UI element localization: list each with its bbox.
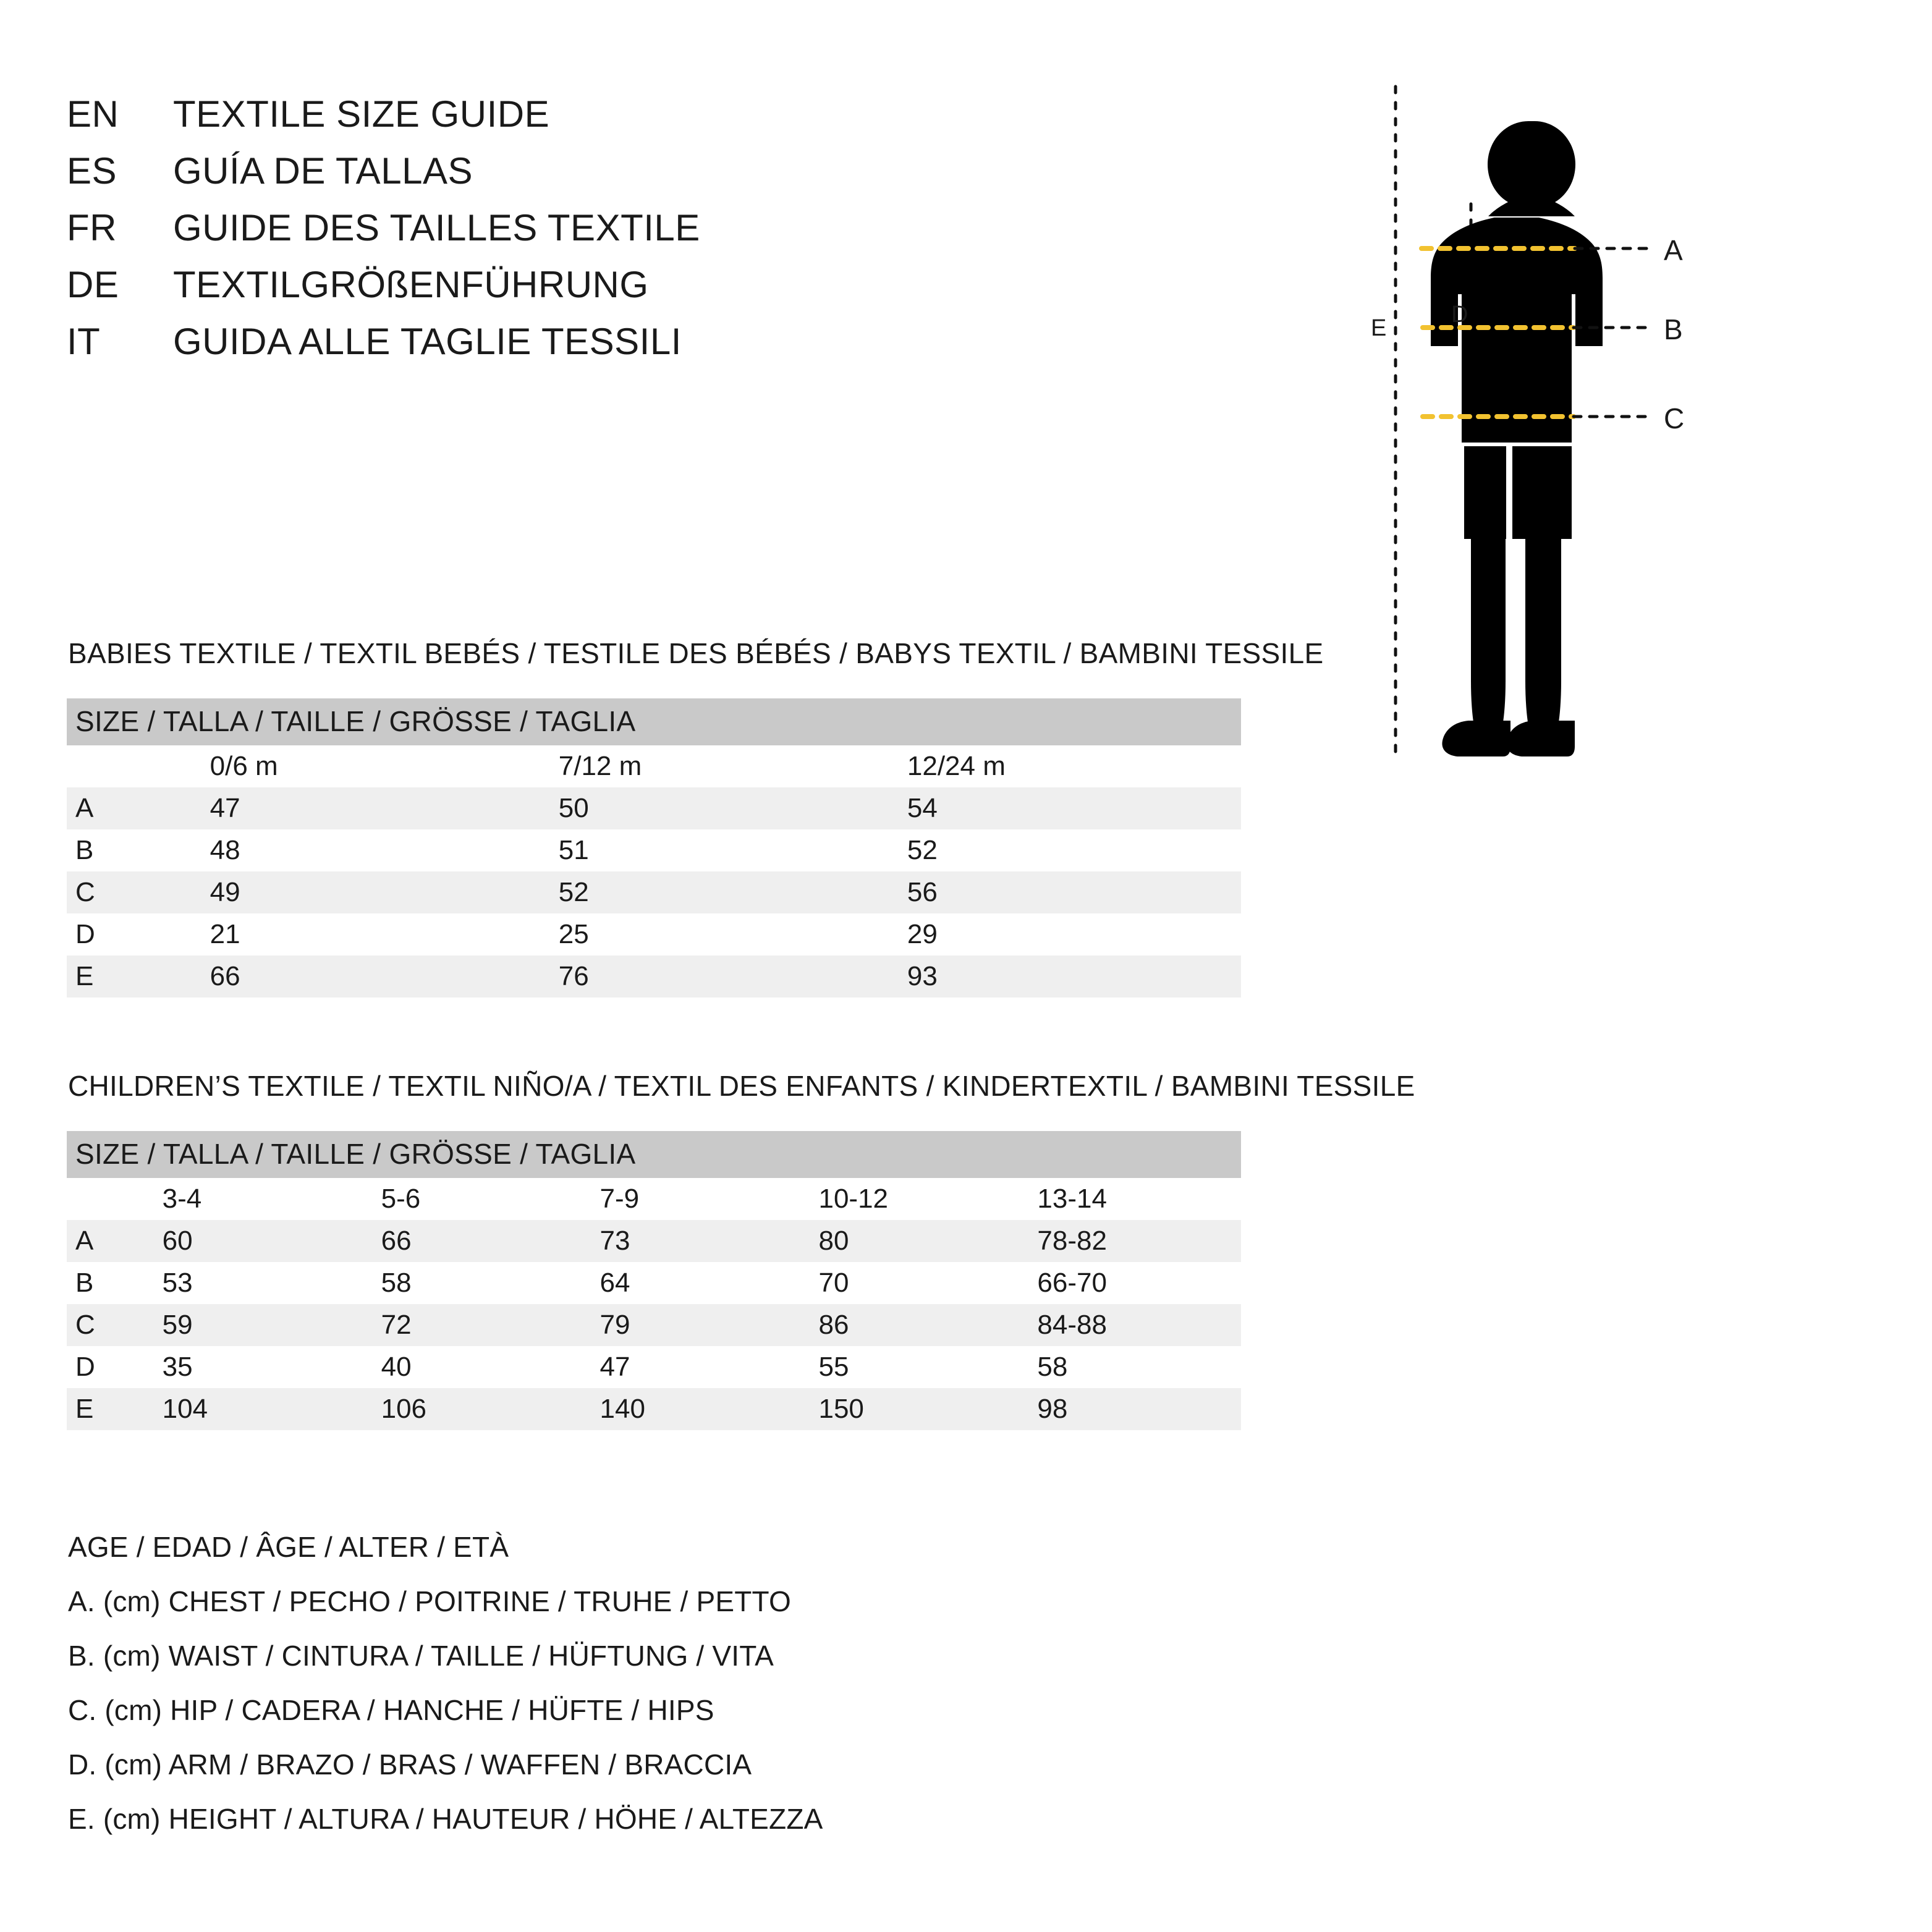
cell-value: 76	[544, 955, 892, 998]
table-row	[67, 955, 1241, 998]
cell-value: 47	[585, 1346, 804, 1388]
language-row-fr	[67, 206, 1241, 263]
legend-line-arm: D. (cm) ARM / BRAZO / BRAS / WAFFEN / BRACCIA	[68, 1748, 752, 1781]
table-row	[67, 1262, 1241, 1304]
cell-value: 40	[366, 1346, 585, 1388]
language-title-block	[67, 93, 1241, 377]
cell-value: 60	[148, 1220, 366, 1262]
table-row	[67, 829, 1241, 871]
cell-value: 58	[366, 1262, 585, 1304]
child-silhouette	[1431, 121, 1603, 756]
row-label: D	[67, 1346, 148, 1388]
cell-value: 72	[366, 1304, 585, 1346]
column-header: 3-4	[148, 1178, 366, 1220]
row-label: E	[67, 955, 195, 998]
column-header: 5-6	[366, 1178, 585, 1220]
language-row-de	[67, 263, 1241, 320]
column-header: 0/6 m	[195, 745, 544, 787]
cell-value: 52	[892, 829, 1241, 871]
cell-value: 47	[195, 787, 544, 829]
table-header-row	[67, 1131, 1241, 1178]
language-title: TEXTILE SIZE GUIDE	[173, 93, 550, 135]
cell-value: 54	[892, 787, 1241, 829]
language-row-es	[67, 150, 1241, 206]
cell-value: 58	[1022, 1346, 1241, 1388]
table-row	[67, 871, 1241, 913]
babies-size-table	[67, 698, 1241, 998]
table-row	[67, 1388, 1241, 1430]
figure-label-b: B	[1664, 313, 1683, 345]
corner-cell	[67, 745, 195, 787]
cell-value: 51	[544, 829, 892, 871]
column-header: 12/24 m	[892, 745, 1241, 787]
figure-label-d: D	[1451, 302, 1468, 328]
table-row	[67, 913, 1241, 955]
cell-value: 84-88	[1022, 1304, 1241, 1346]
children-size-table	[67, 1131, 1241, 1430]
cell-value: 104	[148, 1388, 366, 1430]
cell-value: 25	[544, 913, 892, 955]
cell-value: 98	[1022, 1388, 1241, 1430]
figure-label-c: C	[1664, 402, 1685, 434]
babies-section-heading: BABIES TEXTILE / TEXTIL BEBÉS / TESTILE DES BÉBÉS / BABYS TEXTIL / BAMBINI TESSILE	[68, 637, 1324, 669]
language-row-it	[67, 320, 1241, 377]
legend-line-chest: A. (cm) CHEST / PECHO / POITRINE / TRUHE / PETTO	[68, 1585, 791, 1617]
language-code: EN	[67, 93, 119, 135]
language-code: FR	[67, 207, 117, 248]
legend-line-height: E. (cm) HEIGHT / ALTURA / HAUTEUR / HÖHE / ALTEZZA	[68, 1803, 823, 1835]
measurement-figure	[1371, 80, 1879, 773]
table-column-row	[67, 1178, 1241, 1220]
cell-value: 56	[892, 871, 1241, 913]
column-header: 7-9	[585, 1178, 804, 1220]
language-title: TEXTILGRÖßENFÜHRUNG	[173, 264, 649, 305]
cell-value: 80	[803, 1220, 1022, 1262]
cell-value: 106	[366, 1388, 585, 1430]
children-table-header: SIZE / TALLA / TAILLE / GRÖSSE / TAGLIA	[67, 1131, 1241, 1178]
measurement-legend	[68, 1533, 1551, 1859]
figure-label-e: E	[1371, 315, 1387, 341]
row-label: C	[67, 871, 195, 913]
cell-value: 140	[585, 1388, 804, 1430]
language-title: GUIDA ALLE TAGLIE TESSILI	[173, 321, 682, 362]
cell-value: 35	[148, 1346, 366, 1388]
cell-value: 53	[148, 1262, 366, 1304]
cell-value: 66-70	[1022, 1262, 1241, 1304]
row-label: D	[67, 913, 195, 955]
cell-value: 78-82	[1022, 1220, 1241, 1262]
cell-value: 150	[803, 1388, 1022, 1430]
language-row-en	[67, 93, 1241, 150]
table-row	[67, 1220, 1241, 1262]
cell-value: 55	[803, 1346, 1022, 1388]
table-column-row	[67, 745, 1241, 787]
corner-cell	[67, 1178, 148, 1220]
figure-label-a: A	[1664, 234, 1683, 266]
language-code: ES	[67, 150, 117, 192]
cell-value: 86	[803, 1304, 1022, 1346]
row-label: B	[67, 829, 195, 871]
cell-value: 79	[585, 1304, 804, 1346]
cell-value: 52	[544, 871, 892, 913]
cell-value: 59	[148, 1304, 366, 1346]
cell-value: 66	[195, 955, 544, 998]
babies-table-header: SIZE / TALLA / TAILLE / GRÖSSE / TAGLIA	[67, 698, 1241, 745]
cell-value: 70	[803, 1262, 1022, 1304]
cell-value: 64	[585, 1262, 804, 1304]
cell-value: 29	[892, 913, 1241, 955]
row-label: A	[67, 1220, 148, 1262]
children-section-heading: CHILDREN’S TEXTILE / TEXTIL NIÑO/A / TEXTIL DES ENFANTS / KINDERTEXTIL / BAMBINI TESSILE	[68, 1070, 1415, 1102]
language-code: IT	[67, 321, 101, 362]
table-row	[67, 1304, 1241, 1346]
legend-line-hip: C. (cm) HIP / CADERA / HANCHE / HÜFTE / HIPS	[68, 1694, 714, 1726]
language-code: DE	[67, 264, 119, 305]
row-label: E	[67, 1388, 148, 1430]
column-header: 10-12	[803, 1178, 1022, 1220]
table-row	[67, 1346, 1241, 1388]
cell-value: 49	[195, 871, 544, 913]
legend-line-waist: B. (cm) WAIST / CINTURA / TAILLE / HÜFTUNG / VITA	[68, 1640, 774, 1672]
table-row	[67, 787, 1241, 829]
column-header: 7/12 m	[544, 745, 892, 787]
cell-value: 48	[195, 829, 544, 871]
language-title: GUIDE DES TAILLES TEXTILE	[173, 207, 700, 248]
cell-value: 93	[892, 955, 1241, 998]
legend-line-age: AGE / EDAD / ÂGE / ALTER / ETÀ	[68, 1531, 509, 1563]
row-label: A	[67, 787, 195, 829]
row-label: B	[67, 1262, 148, 1304]
cell-value: 73	[585, 1220, 804, 1262]
column-header: 13-14	[1022, 1178, 1241, 1220]
table-header-row	[67, 698, 1241, 745]
row-label: C	[67, 1304, 148, 1346]
cell-value: 50	[544, 787, 892, 829]
cell-value: 21	[195, 913, 544, 955]
language-title: GUÍA DE TALLAS	[173, 150, 473, 192]
cell-value: 66	[366, 1220, 585, 1262]
